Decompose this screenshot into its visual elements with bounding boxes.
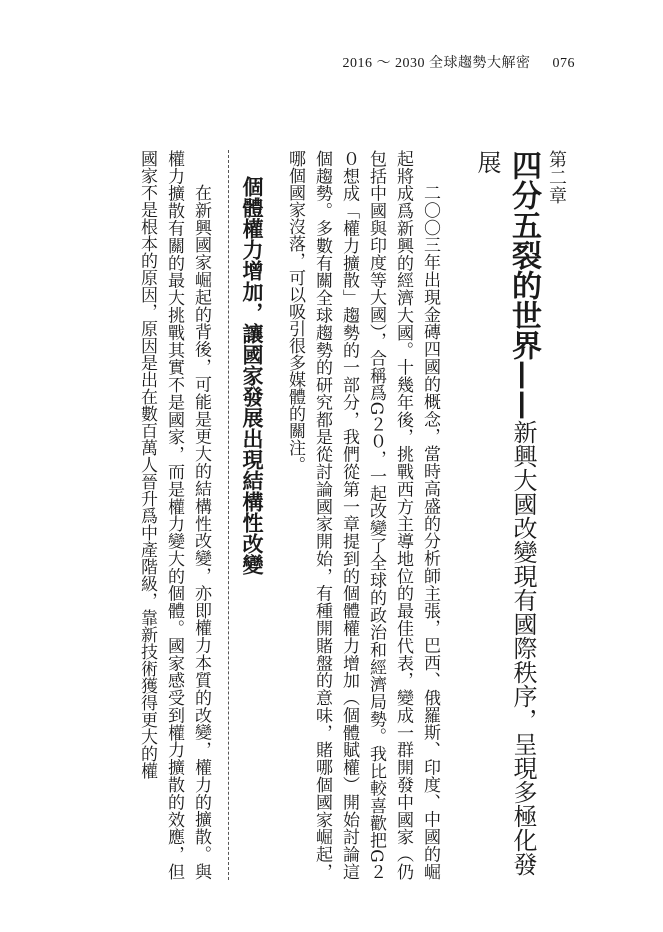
running-title: 2016 ～ 2030 全球趨勢大解密 [342, 56, 531, 71]
section-paragraph: 在新興國家崛起的背後，可能是更大的結構性改變，亦即權力本質的改變，權力的擴散。與權力擴散有關的最大挑戰其實不是國家，而是權力變大的個體。國家感受到權力擴散的效應，但國家不是根本的原因，原因是出在數百萬人晉升爲中產階級，靠新技術獲得更大的權 [137, 150, 211, 880]
page-header [343, 52, 576, 72]
chapter-label: 第二章 [546, 150, 567, 204]
chapter-title-sub: 新興大國改變現有國際秩序，呈現多極化發展 [473, 150, 537, 876]
chapter-title [469, 150, 541, 880]
page-number: 076 [552, 56, 575, 71]
spacer [443, 150, 469, 880]
section-heading: 個體權力增加，讓國家發展出現結構性改變 [228, 150, 269, 880]
chapter-title-main: 四分五裂的世界—— [506, 150, 541, 420]
body-paragraph: 二〇〇三年出現金磚四國的概念，當時高盛的分析師主張，巴西、俄羅斯、印度、中國的崛起將成爲新興的經濟大國。十幾年後，挑戰西方主導地位的最佳代表，變成一群開發中國家（仍包括中國與印度等大國），合稱爲G２０，一起改變了全球的政治和經濟局勢。我比較喜歡把G２０想成「權力擴散」趨勢的一部分，我們從第一章提到的個體權力增加（個體賦權）開始討論這個趨勢。多數有關全球趨勢的研究都是從討論國家開始，有種開賭盤的意味，賭哪個國家崛起，哪個國家沒落，可以吸引很多媒體的關注。 [285, 150, 440, 880]
page-body [71, 150, 571, 880]
